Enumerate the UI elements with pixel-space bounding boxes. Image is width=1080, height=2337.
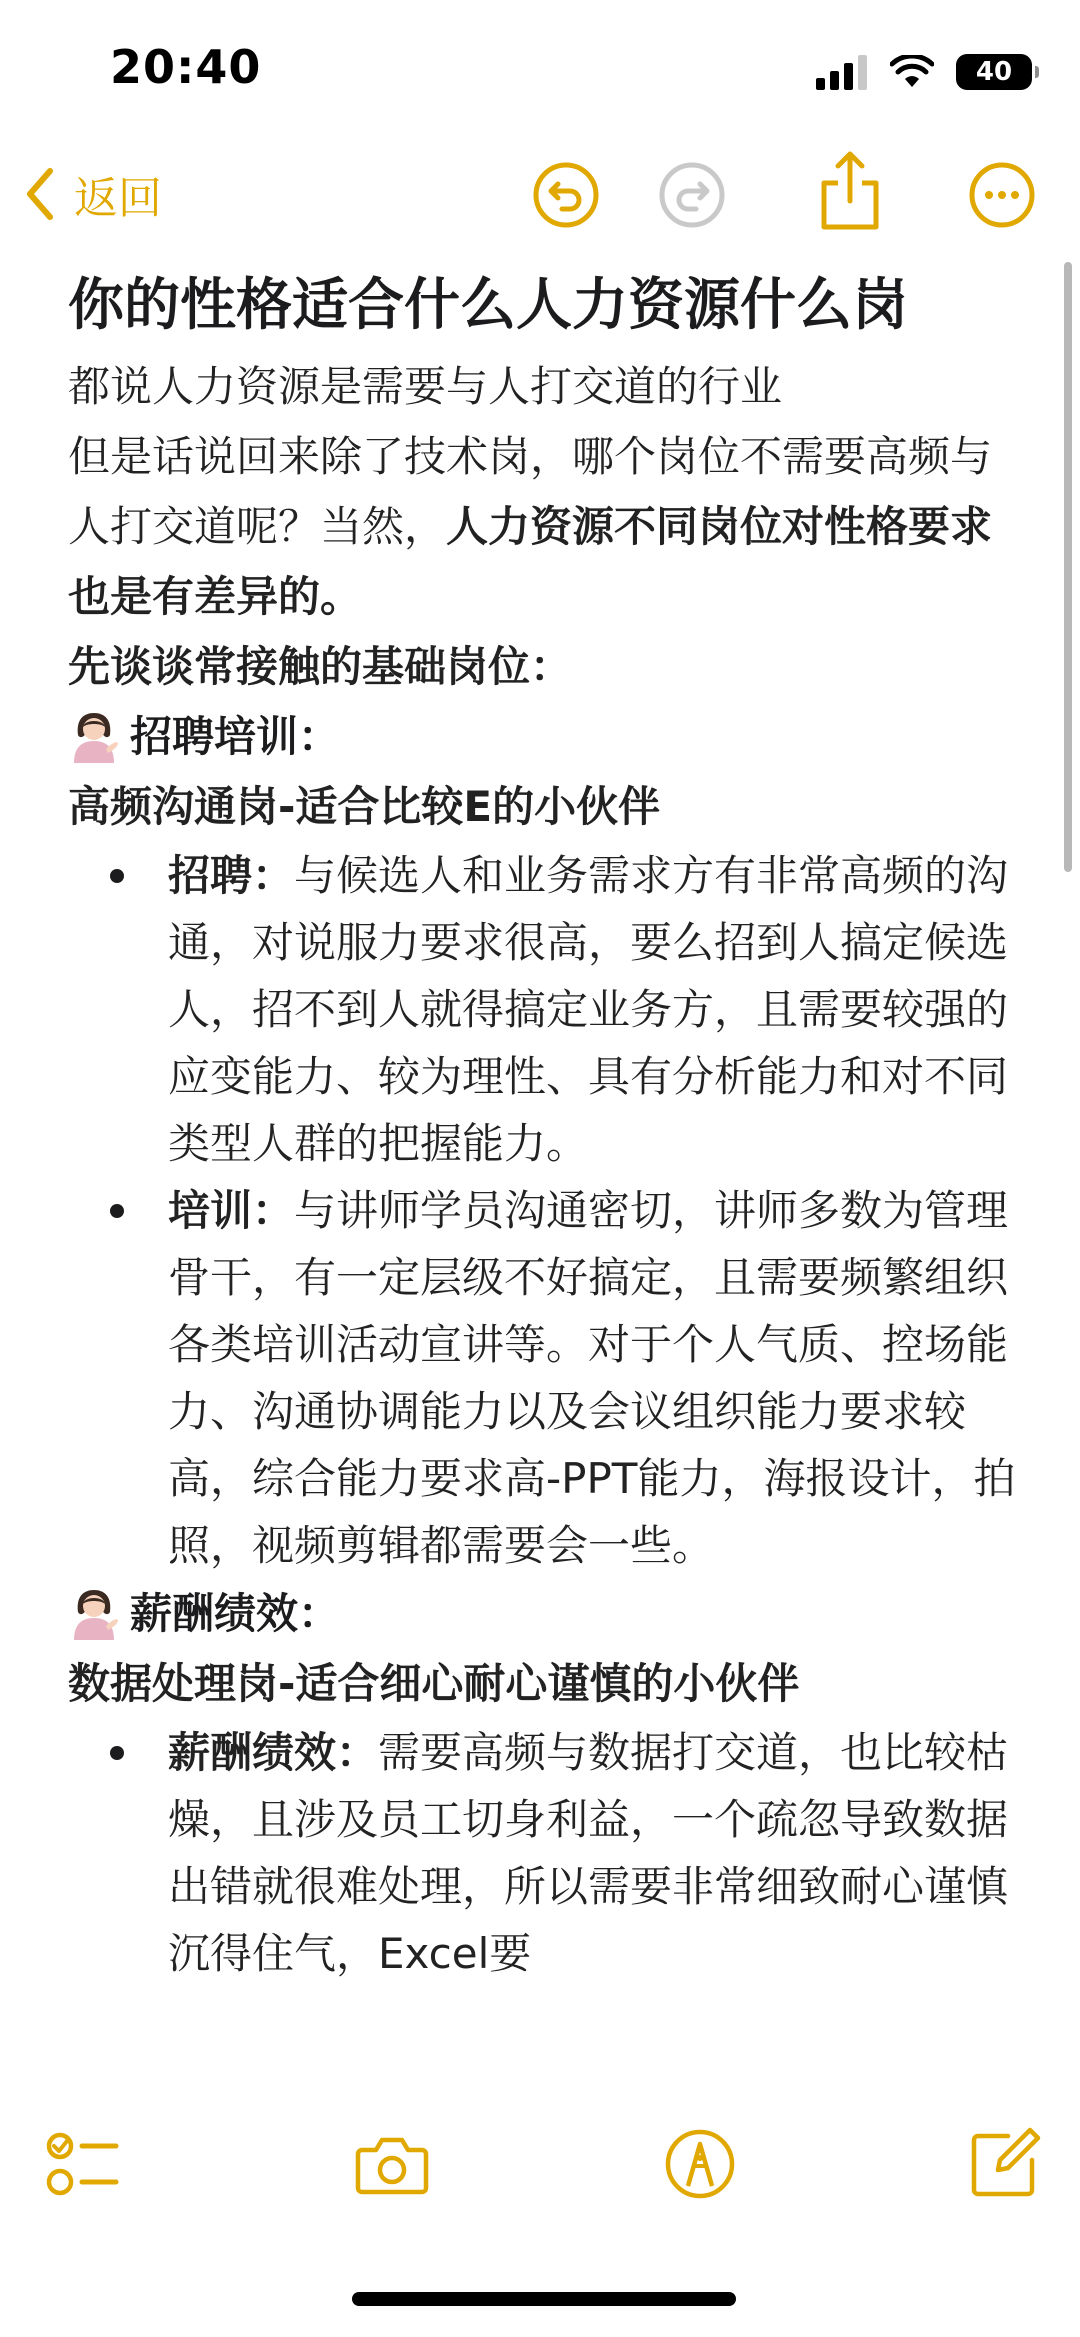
note-body[interactable] — [68, 270, 1018, 2102]
lead-text: 先谈谈常接触的基础岗位： — [68, 642, 573, 691]
wifi-icon — [890, 55, 934, 89]
bullet-text: 与候选人和业务需求方有非常高频的沟通，对说服力要求很高，要么招到人搞定候选人，招不到人就得搞定业务方，且需要较强的应变能力、较为理性、具有分析能力和对不同类型人群的把握能力。 — [168, 851, 1009, 1168]
bottom-toolbar — [0, 2110, 1080, 2260]
cellular-signal-icon — [816, 54, 868, 90]
section-heading — [68, 1579, 1018, 1649]
bullet-dot — [110, 869, 124, 883]
section-heading — [68, 702, 1018, 772]
redo-icon[interactable] — [654, 157, 730, 233]
person-tipping-hand-icon — [68, 709, 120, 765]
more-icon[interactable] — [964, 157, 1040, 233]
intro-line-2: 但是话说回来除了技术岗，哪个岗位不需要高频与人打交道呢？当然， — [68, 432, 993, 551]
battery-level: 40 — [975, 57, 1013, 87]
checklist-icon[interactable] — [44, 2124, 124, 2204]
intro-paragraph — [68, 422, 1018, 632]
battery-icon — [956, 54, 1032, 90]
status-time: 20:40 — [110, 40, 262, 94]
note-title: 你的性格适合什么人力资源什么岗 — [68, 273, 908, 338]
markup-pen-icon[interactable] — [660, 2124, 740, 2204]
list-item — [68, 1719, 1018, 1987]
list-item — [68, 1177, 1018, 1579]
section-subheading: 高频沟通岗-适合比较E的小伙伴 — [68, 782, 661, 831]
home-indicator[interactable] — [352, 2292, 736, 2306]
bullet-dot — [110, 1746, 124, 1760]
chevron-left-icon — [22, 165, 58, 223]
camera-icon[interactable] — [352, 2124, 432, 2204]
list-item — [68, 842, 1018, 1177]
undo-icon[interactable] — [528, 157, 604, 233]
compose-icon[interactable] — [964, 2124, 1044, 2204]
share-icon[interactable] — [812, 149, 888, 233]
back-label: 返回 — [74, 173, 162, 224]
bullet-term: 培训： — [168, 1186, 295, 1235]
scrollbar[interactable] — [1064, 262, 1072, 872]
back-button[interactable] — [22, 159, 162, 229]
section-subheading: 数据处理岗-适合细心耐心谨慎的小伙伴 — [68, 1659, 800, 1708]
bullet-dot — [110, 1204, 124, 1218]
bullet-term: 招聘： — [168, 851, 295, 900]
bullet-text: 与讲师学员沟通密切，讲师多数为管理骨干，有一定层级不好搞定，且需要频繁组织各类培训活动宣讲等。对于个人气质、控场能力、沟通协调能力以及会议组织能力要求较高，综合能力要求高-PPT能力，海报设计，拍照，视频剪辑都需要会一些。 — [168, 1186, 1016, 1570]
intro-line-1: 都说人力资源是需要与人打交道的行业 — [68, 362, 783, 411]
intro-bold-text: 人力资源不同岗位对性格要求也是有差异的。 — [68, 502, 993, 621]
content-fade — [0, 1998, 1080, 2108]
person-tipping-hand-icon — [68, 1586, 120, 1642]
bullet-list — [68, 842, 1018, 1579]
status-icons — [816, 52, 1032, 92]
section-heading-text: 招聘培训： — [130, 712, 341, 761]
section-heading-text: 薪酬绩效： — [130, 1589, 341, 1638]
note-toolbar — [0, 145, 1080, 245]
bullet-list — [68, 1719, 1018, 1987]
bullet-term: 薪酬绩效： — [168, 1728, 379, 1777]
status-bar — [0, 0, 1080, 130]
bullet-text: 需要高频与数据打交道，也比较枯燥，且涉及员工切身利益，一个疏忽导致数据出错就很难处理，所以需要非常细致耐心谨慎沉得住气，Excel要 — [168, 1728, 1009, 1978]
